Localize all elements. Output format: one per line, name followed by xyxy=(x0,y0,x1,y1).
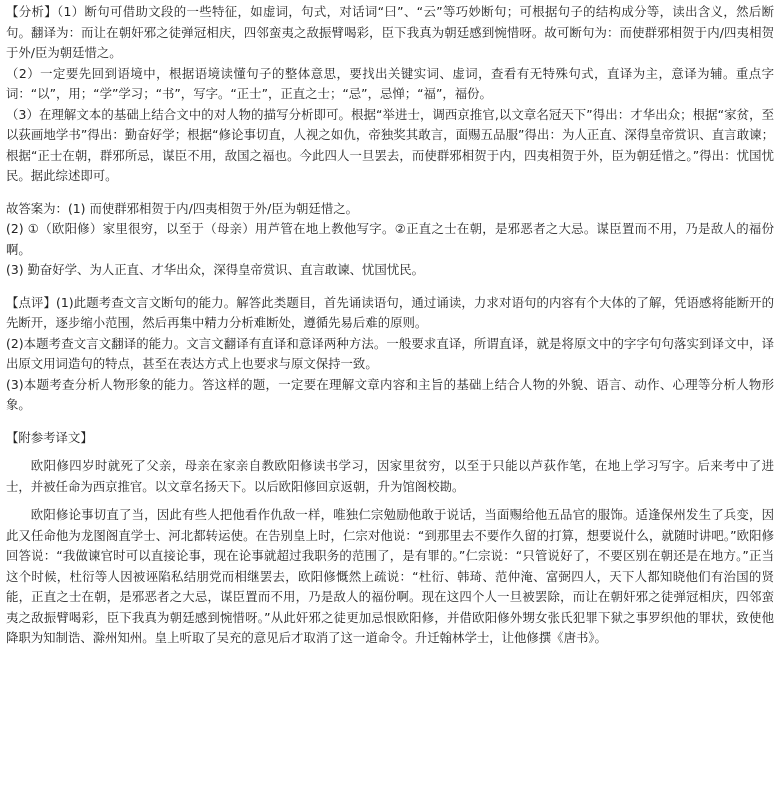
answer-paragraph-1: 故答案为：(1) 而使群邪相贺于内/四夷相贺于外/臣为朝廷惜之。 xyxy=(6,200,358,216)
comment-section xyxy=(6,293,774,416)
translation-paragraph-1: 欧阳修四岁时就死了父亲，母亲在家亲自教欧阳修读书学习，因家里贫穷，以至于只能以芦荻作笔，在地上学习写字。后来考中了进士，并被任命为西京推官。以文章名扬天下。以后欧阳修回京返朝，升为馆阁校勘。 xyxy=(6,458,774,494)
answer-section xyxy=(6,199,774,281)
analysis-paragraph-1: 【分析】（1）断句可借助文段的一些特征，如虚词，句式，对话词“曰”、“云”等巧妙断句；可根据句子的结构成分等，读出含义，然后断句。翻译为：而让在朝奸邪之徒弹冠相庆，四邻蛮夷之敌振臂喝彩，臣下我真为朝廷感到惋惜呀。故可断句为：而使群邪相贺于内/四夷相贺于外/臣为朝廷惜之。 xyxy=(6,4,774,60)
answer-paragraph-2: (2) ①（欧阳修）家里很穷，以至于（母亲）用芦管在地上教他写字。②正直之士在朝，是邪恶者之大忌。谋臣置而不用，乃是敌人的福份啊。 xyxy=(6,221,774,257)
answer-paragraph-3: (3) 勤奋好学、为人正直、才华出众，深得皇帝赏识、直言敢谏、忧国忧民。 xyxy=(6,262,424,277)
comment-paragraph-2: (2)本题考查文言文翻译的能力。文言文翻译有直译和意译两种方法。一般要求直译，所谓直译，就是将原文中的字字句句落实到译文中，译出原文用词造句的特点，甚至在表达方式上也要求与原文保持一致。 xyxy=(6,335,774,371)
analysis-paragraph-2: （2）一定要先回到语境中，根据语境读懂句子的整体意思，要找出关键实词、虚词，查看有无特殊句式，直译为主，意译为辅。重点字词：“以”，用；“学”学习；“书”，写字。“正士”，正直之士；“忌”，忌惮；“福”，福份。 xyxy=(6,65,774,101)
comment-paragraph-1: 【点评】(1)此题考查文言文断句的能力。解答此类题目，首先诵读语句，通过诵读，力求对语句的内容有个大体的了解，凭语感将能断开的先断开，逐步缩小范围，然后再集中精力分析难断处，遵循先易后难的原则。 xyxy=(6,294,774,330)
translation-section xyxy=(6,428,774,649)
comment-paragraph-3: (3)本题考查分析人物形象的能力。答这样的题，一定要在理解文章内容和主旨的基础上结合人物的外貌、语言、动作、心理等分析人物形象。 xyxy=(6,376,774,412)
translation-paragraph-2: 欧阳修论事切直了当，因此有些人把他看作仇敌一样，唯独仁宗勉励他敢于说话，当面赐给他五品官的服饰。适逢保州发生了兵变，因此又任命他为龙图阁直学士、河北都转运使。在告别皇上时，仁宗对他说：“到那里去不要作久留的打算，想要说什么，就随时讲吧。”欧阳修回答说：“我做谏官时可以直接论事，现在论事就超过我职务的范围了，是有罪的。”仁宗说：“只管说好了，不要区别在朝还是在地方。”正当这个时候，杜衍等人因被诬陷私结朋党而相继罢去，欧阳修慨然上疏说：“杜衍、韩琦、范仲淹、富弼四人，天下人都知晓他们有治国的贤能，正直之士在朝，是邪恶者之大忌，谋臣置而不用，乃是敌人的福份啊。现在这四个人一旦被罢除，而让在朝奸邪之徒弹冠相庆，四邻蛮夷之敌振臂喝彩，臣下我真为朝廷感到惋惜呀。”从此奸邪之徒更加忌恨欧阳修，并借欧阳修外甥女张氏犯罪下狱之事罗织他的罪状，致使他降职为知制诰、滁州知州。皇上听取了吴充的意见后才取消了这一道命令。升迁翰林学士，让他修撰《唐书》。 xyxy=(6,507,774,645)
analysis-section xyxy=(6,2,774,187)
translation-heading: 【附参考译文】 xyxy=(6,429,93,445)
analysis-paragraph-3: （3）在理解文本的基础上结合文中的对人物的描写分析即可。根据“举进士，调西京推官,以文章名冠天下”得出：才华出众；根据“家贫，至以荻画地学书”得出：勤奋好学；根据“修论事切直，人视之如仇，帝独奖其敢言，面赐五品服”得出：为人正直、深得皇帝赏识、直言敢谏；根据“正士在朝，群邪所忌，谋臣不用，敌国之福也。今此四人一旦罢去，而使群邪相贺于内，四夷相贺于外，臣为朝廷惜之。”得出：忧国忧民。据此综述即可。 xyxy=(6,106,774,183)
